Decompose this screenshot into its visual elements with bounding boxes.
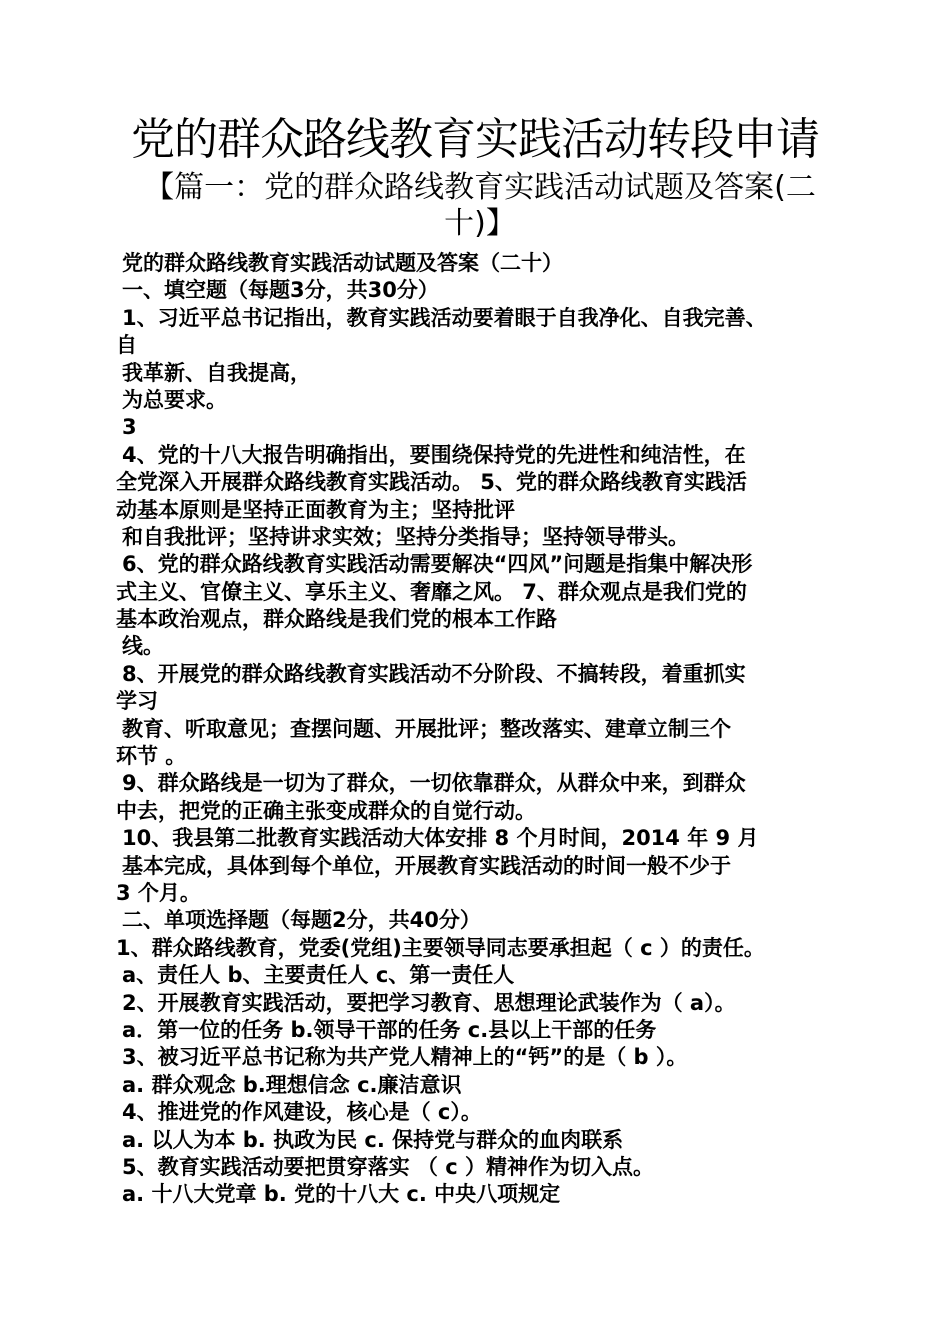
text-line: 为总要求。 (122, 387, 227, 412)
text-line: 式主义、官僚主义、享乐主义、奢靡之风。 7、群众观点是我们党的 (116, 579, 747, 604)
text-line: 全党深入开展群众路线教育实践活动。 5、党的群众路线教育实践活 (116, 470, 747, 495)
text-line: 10、我县第二批教育实践活动大体安排 8 个月时间，2014 年 9 月 (122, 826, 759, 851)
question-line: 2、开展教育实践活动，要把学习教育、思想理论武装作为（ a）。 (122, 990, 736, 1015)
text-line: 环节 。 (116, 744, 187, 769)
subtitle-line-2: 十)】 (444, 206, 516, 241)
section-heading: 二、单项选择题（每题2分，共40分） (122, 908, 481, 933)
text-line: 我革新、自我提高， (122, 360, 311, 385)
subtitle-line-1: 【篇一：党的群众路线教育实践活动试题及答案(二 (144, 170, 816, 205)
question-line: 1、群众路线教育，党委(党组)主要领导同志要承担起（ c ）的责任。 (116, 935, 765, 960)
text-line: 6、党的群众路线教育实践活动需要解决“四风”问题是指集中解决形 (122, 552, 753, 577)
answer-options: a. 群众观念 b.理想信念 c.廉洁意识 (122, 1072, 462, 1097)
text-line: 9、群众路线是一切为了群众，一切依靠群众，从群众中来，到群众 (122, 771, 746, 796)
text-line: 教育、听取意见；查摆问题、开展批评；整改落实、建章立制三个 (122, 716, 731, 741)
text-line: 自 (116, 333, 137, 358)
answer-options: a. 以人为本 b. 执政为民 c. 保持党与群众的血肉联系 (122, 1127, 624, 1152)
text-line: 4、党的十八大报告明确指出，要围绕保持党的先进性和纯洁性，在 (122, 442, 746, 467)
text-line: 基本完成，具体到每个单位，开展教育实践活动的时间一般不少于 (122, 853, 731, 878)
question-line: 3、被习近平总书记称为共产党人精神上的“钙”的是（ b ）。 (122, 1045, 688, 1070)
text-line: 线。 (122, 634, 164, 659)
answer-options: a. 十八大党章 b. 党的十八大 c. 中央八项规定 (122, 1182, 561, 1207)
text-line: 和自我批评；坚持讲求实效；坚持分类指导；坚持领导带头。 (122, 524, 689, 549)
document-subtitle (140, 170, 820, 242)
text-line: 动基本原则是坚持正面教育为主；坚持批评 (116, 497, 515, 522)
document-title: 党的群众路线教育实践活动转段申请 (131, 114, 819, 165)
answer-options: a、责任人 b、主要责任人 c、第一责任人 (122, 963, 515, 988)
text-line: 中去，把党的正确主张变成群众的自觉行动。 (116, 798, 536, 823)
document-body (116, 250, 840, 1209)
text-line: 3 个月。 (116, 880, 201, 905)
section-heading: 一、填空题（每题3分，共30分） (122, 278, 439, 303)
text-line: 3 (122, 415, 137, 440)
text-line: 8、开展党的群众路线教育实践活动不分阶段、不搞转段，着重抓实 (122, 661, 746, 686)
text-line: 1、习近平总书记指出，教育实践活动要着眼于自我净化、自我完善、 (122, 305, 767, 330)
answer-options: a．第一位的任务 b.领导干部的任务 c.县以上干部的任务 (122, 1017, 657, 1042)
text-line: 基本政治观点，群众路线是我们党的根本工作路 (116, 607, 557, 632)
section-heading: 党的群众路线教育实践活动试题及答案（二十） (122, 251, 563, 275)
text-line: 学习 (116, 689, 158, 714)
question-line: 5、教育实践活动要把贯穿落实 （ c ）精神作为切入点。 (122, 1154, 654, 1179)
question-line: 4、推进党的作风建设，核心是（ c）。 (122, 1100, 482, 1125)
